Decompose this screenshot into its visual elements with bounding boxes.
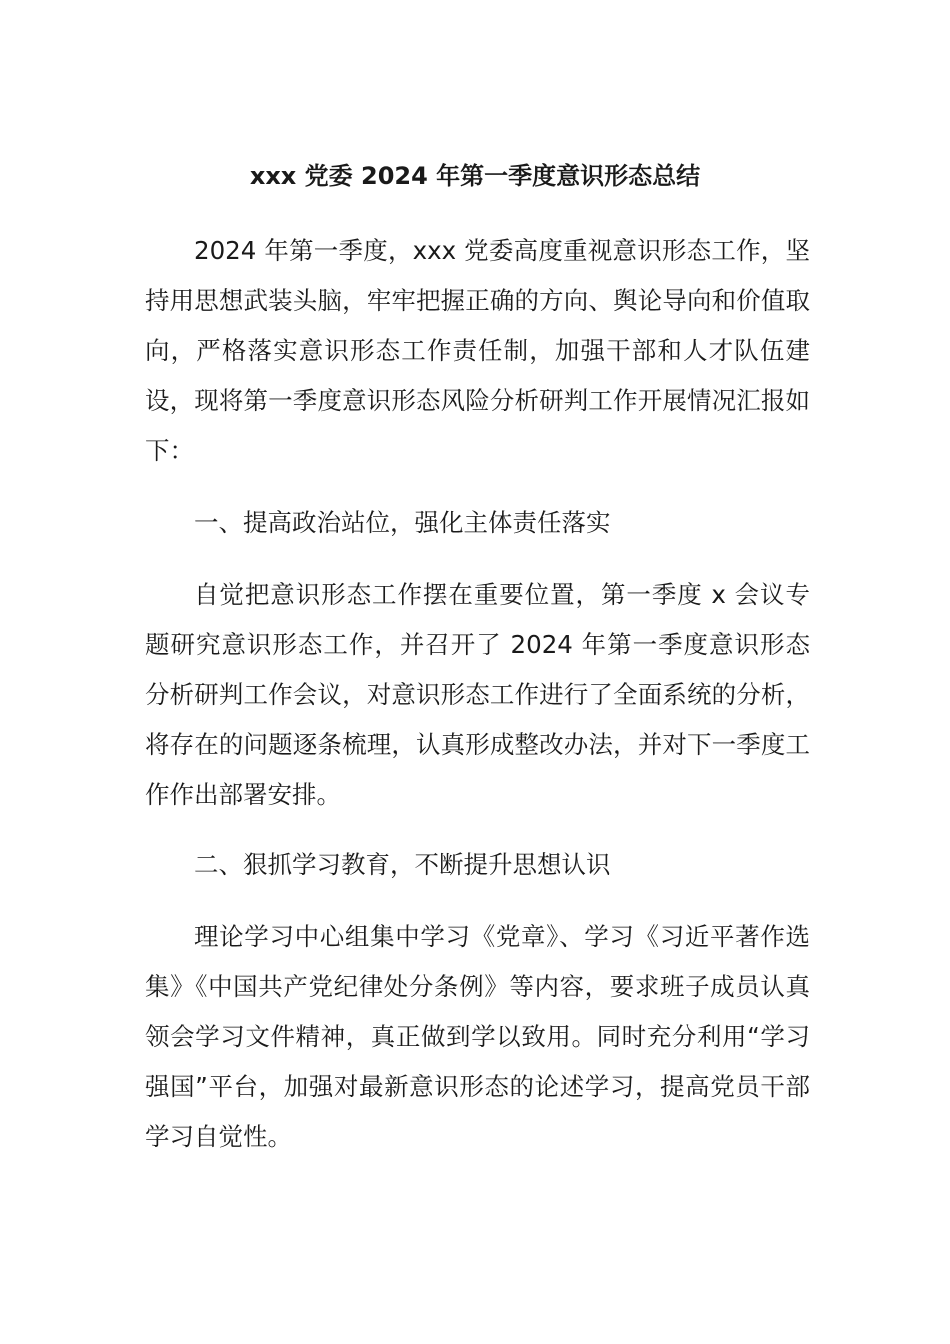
section-1-paragraph: 自觉把意识形态工作摆在重要位置，第一季度 x 会议专题研究意识形态工作，并召开了 2024 年第一季度意识形态分析研判工作会议，对意识形态工作进行了全面系统的分析，将存在的问题逐条梳理，认真形成整改办法，并对下一季度工作作出部署安排。 xyxy=(145,580,810,809)
document-title: xxx 党委 2024 年第一季度意识形态总结 xyxy=(249,162,701,190)
section-heading-2: 二、狠抓学习教育，不断提升思想认识 xyxy=(194,850,611,879)
intro-paragraph: 2024 年第一季度，xxx 党委高度重视意识形态工作，坚持用思想武装头脑，牢牢把握正确的方向、舆论导向和价值取向，严格落实意识形态工作责任制，加强干部和人才队伍建设，现将第一季度意识形态风险分析研判工作开展情况汇报如下： xyxy=(145,236,810,465)
section-heading-1: 一、提高政治站位，强化主体责任落实 xyxy=(194,508,611,537)
section-2-paragraph: 理论学习中心组集中学习《党章》、学习《习近平著作选集》《中国共产党纪律处分条例》等内容，要求班子成员认真领会学习文件精神，真正做到学以致用。同时充分利用“学习强国”平台，加强对最新意识形态的论述学习，提高党员干部学习自觉性。 xyxy=(145,922,810,1151)
